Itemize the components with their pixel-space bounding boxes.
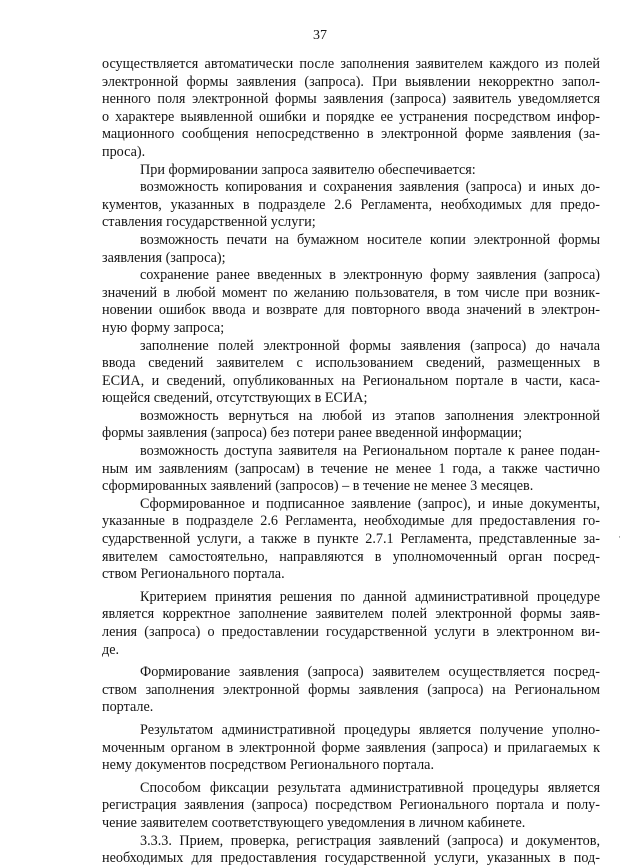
text-line: заполнение полей электронной формы заявления (запроса) до начала [140,337,600,354]
text-line: ным им заявлениям (запросам) в течение не менее 1 года, а также частично [102,460,600,477]
text-line: указанные в подразделе 2.6 Регламента, необходимые для предоставления го- [102,513,600,530]
text-line: проса). [102,143,146,160]
text-line: возможность копирования и сохранения заявления (запроса) и иных до- [140,179,600,196]
text-line: возможность вернуться на любой из этапов заполнения электронной [140,407,600,424]
text-line: сохранение ранее введенных в электронную форму заявления (запроса) [140,267,600,284]
text-line: ления (запроса) о предоставлении государственной услуги в электронном ви- [102,624,600,640]
text-line: ввода сведений заявителем с использованием сведений, размещенных в [102,355,600,372]
text-line: электронной формы заявления (запроса). При выявлении некорректно запол- [102,73,600,90]
text-line: о характере выявленной ошибки и порядке ее устранения посредством инфор- [102,108,600,125]
text-line: Сформированное и подписанное заявление (запрос), и иные документы, [140,495,600,512]
text-line: ющейся сведений, отсутствующих в ЕСИА; [102,390,368,407]
text-line: Способом фиксации результата административной процедуры является [140,779,600,796]
text-line: новении ошибок ввода и возврате для повторного ввода значений в электрон- [102,302,600,319]
text-line: ную форму запроса; [102,319,225,336]
text-line: явителем самостоятельно, направляются в уполномоченный орган посред- [102,548,600,565]
text-line: моченным органом в электронной форме заявления (запроса) и прилагаемых к [102,739,600,756]
text-line: Формирование заявления (запроса) заявителем осуществляется посред- [140,664,600,681]
text-line: ненного поля электронной формы заявления (запроса) заявитель уведомляется [102,91,600,108]
text-line: Результатом административной процедуры является получение уполно- [140,721,600,738]
text-line: нему документов посредством Регионального портала. [102,757,435,774]
text-line: 3.3.3. Прием, проверка, регистрация заявлений (запроса) и документов, [140,832,600,849]
text-line: ством Регионального портала. [102,566,285,583]
text-line: осуществляется автоматически после заполнения заявителем каждого из полей [102,56,600,72]
text-line: мационного сообщения непосредственно в электронной форме заявления (за- [102,126,600,143]
text-line: значений в любой момент по желанию пользователя, в том числе при возник- [102,284,600,301]
page-number: 37 [313,28,327,43]
text-line: возможность печати на бумажном носителе копии электронной формы [140,231,600,248]
text-line: регистрация заявления (запроса) посредством Регионального портала и полу- [102,797,600,814]
body-text [102,56,600,868]
text-line: Критерием принятия решения по данной административной процедуре [140,588,600,605]
text-line: является корректное заполнение заявителем полей электронной формы заяв- [102,606,600,623]
text-line: формы заявления (запроса) без потери ранее введенной информации; [102,425,523,442]
text-line: сформированных заявлений (запросов) – в течение не менее 3 месяцев. [102,478,534,495]
text-line: портале. [102,699,154,716]
text-line: ставления государственной услуги; [102,214,316,231]
text-line: заявления (запроса); [102,249,226,266]
text-line: При формировании запроса заявителю обеспечивается: [140,161,476,178]
text-line: де. [102,641,120,658]
text-line: необходимых для предоставления государственной услуги, указанных в под- [102,850,600,867]
text-line: возможность доступа заявителя на Региональном портале к ранее подан- [140,443,600,460]
text-line: чение заявителем соответствующего уведомления в личном кабинете. [102,814,526,831]
text-line: ЕСИА, и сведений, опубликованных на Региональном портале в части, каса- [102,372,600,389]
text-line: кументов, указанных в подразделе 2.6 Регламента, необходимых для предо- [102,196,600,213]
margin-mark: · [618,532,621,542]
text-line: ством заполнения электронной формы заявления (запроса) на Региональном [102,681,600,698]
text-line: сударственной услуги, а также в пункте 2.7.1 Регламента, представленные за- [102,531,600,548]
